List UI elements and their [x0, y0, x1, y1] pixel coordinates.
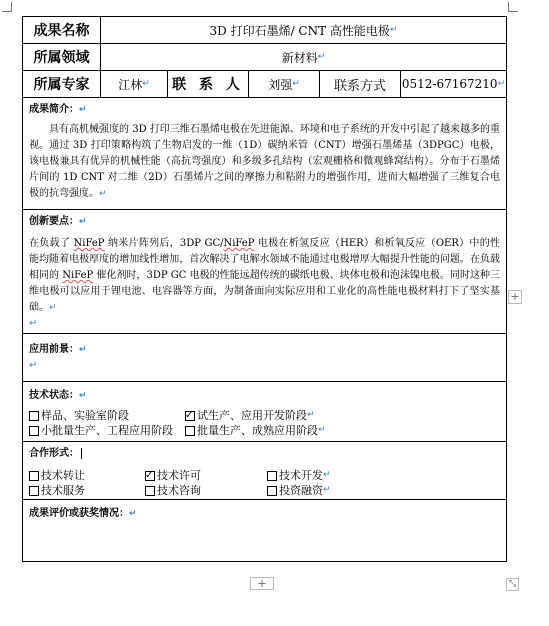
checkbox[interactable] — [145, 486, 155, 496]
checkbox[interactable] — [29, 486, 39, 496]
checkbox[interactable] — [29, 426, 39, 436]
expert-value[interactable]: 江林 ↵ — [100, 71, 167, 97]
tech-status-option-trial[interactable]: ✓ 试生产、应用开发阶段 ↵ — [185, 408, 315, 423]
text-cursor — [81, 448, 82, 459]
cooperation-option-consulting[interactable]: 技术咨询 — [145, 483, 267, 498]
tech-status-option-small-batch[interactable]: 小批量生产、工程应用阶段 — [29, 423, 185, 438]
header-row-expert — [23, 70, 506, 97]
evaluation-title: 成果评价或获奖情况：↵ — [29, 508, 137, 519]
contact-method-value[interactable]: 0512-67167210 ↵ — [400, 71, 506, 97]
spellcheck-word: NiFeP — [62, 270, 94, 281]
cooperation-option-transfer[interactable]: 技术转让 — [29, 468, 145, 483]
checkbox[interactable] — [267, 486, 277, 496]
application-title: 应用前景：↵ — [29, 344, 87, 355]
add-row-icon[interactable]: + — [250, 577, 274, 590]
page-corner-mark-top-right — [508, 2, 518, 12]
intro-title: 成果简介：↵ — [29, 104, 87, 115]
spellcheck-word: NiFeP — [73, 238, 105, 249]
field-label: 所属领域 — [33, 50, 90, 66]
checkbox[interactable] — [185, 426, 195, 436]
innovation-section[interactable]: 创新要点：↵ 在负载了 NiFeP 纳米片阵列后，3DP GC/NiFeP 电极在析氢反应（HER）和析氧反应（OER）中的性能均随着电极厚度的增加线性增加，首次解决了电解水领域不能通过电极增厚大幅提升性能的问题。在负载相同的 NiFeP 催化剂时，3DP GC 电极的性能远超传统的碳纸电极、块体电极和泡沫镍电极。同时这种三维电极可以应用于锂电池、电容器等方面，为制备面向实际应用和工业化的高性能电极材料打下了坚实基础。↵ ↵ — [23, 209, 506, 333]
cooperation-option-license[interactable]: ✓ 技术许可 — [145, 468, 267, 483]
contact-person-value[interactable]: 刘强 ↵ — [248, 71, 319, 97]
intro-section[interactable] — [23, 97, 506, 209]
contact-method-label: 联系方式 — [319, 71, 400, 97]
expert-label: 所属专家 — [33, 77, 90, 93]
add-column-icon[interactable]: + — [508, 290, 522, 304]
table-resize-handle-icon[interactable]: ⤡ — [506, 578, 519, 591]
checkbox[interactable] — [29, 471, 39, 481]
header-row-achievement — [23, 17, 506, 43]
achievement-name-value[interactable]: 3D 打印石墨烯/ CNT 高性能电极 ↵ — [100, 17, 506, 43]
field-value[interactable]: 新材料 ↵ — [100, 44, 506, 70]
application-section[interactable]: 应用前景：↵ ↵ — [23, 333, 506, 381]
cooperation-option-development[interactable]: 技术开发 ↵ — [267, 468, 331, 483]
cooperation-option-service[interactable]: 技术服务 — [29, 483, 145, 498]
cooperation-option-investment[interactable]: 投资融资 ↵ — [267, 483, 331, 498]
tech-status-option-sample[interactable]: 样品、实验室阶段 — [29, 408, 185, 423]
tech-status-section — [23, 381, 506, 441]
checkbox[interactable] — [267, 471, 277, 481]
innovation-title: 创新要点：↵ — [29, 216, 87, 227]
checkbox[interactable] — [29, 411, 39, 421]
evaluation-section[interactable] — [23, 499, 506, 561]
achievement-form-table — [22, 16, 507, 562]
checkbox-checked[interactable] — [145, 471, 155, 481]
checkbox-checked[interactable] — [185, 411, 195, 421]
page-corner-mark-top-left — [2, 2, 12, 12]
spellcheck-word: NiFeP — [223, 238, 255, 249]
cooperation-section — [23, 441, 506, 499]
tech-status-option-mass[interactable]: 批量生产、成熟应用阶段 ↵ — [185, 423, 326, 438]
tech-status-title: 技术状态：↵ — [29, 390, 87, 401]
contact-person-label: 联 系 人 — [167, 71, 248, 97]
cooperation-title: 合作形式： — [29, 446, 500, 462]
header-row-field — [23, 43, 506, 70]
intro-body: 具有高机械强度的 3D 打印三维石墨烯电极在先进能源、环境和电子系统的开发中引起了越来越多的重视。通过 3D 打印策略构筑了生物启发的一维（1D）碳纳米管（CNT）增强石墨烯基（3DPGC）电极，该电极兼具有优异的机械性能（高抗弯强度）和多级多孔结构（宏观栅格和微观蜂窝结构）。分布于石墨烯片间的 1D CNT 对二维（2D）石墨烯片之间的摩擦力和粘附力的增强作用，进而大幅增强了三维复合电极的抗弯强度。↵ — [29, 124, 500, 199]
innovation-body: 在负载了 NiFeP 纳米片阵列后，3DP GC/NiFeP 电极在析氢反应（HER）和析氧反应（OER）中的性能均随着电极厚度的增加线性增加，首次解决了电解水领域不能通过电极增厚大幅提升性能的问题。在负载相同的 NiFeP 催化剂时，3DP GC 电极的性能远超传统的碳纸电极、块体电极和泡沫镍电极。同时这种三维电极可以应用于锂电池、电容器等方面，为制备面向实际应用和工业化的高性能电极材料打下了坚实基础。↵ — [29, 238, 500, 313]
achievement-name-label: 成果名称 — [33, 23, 90, 39]
